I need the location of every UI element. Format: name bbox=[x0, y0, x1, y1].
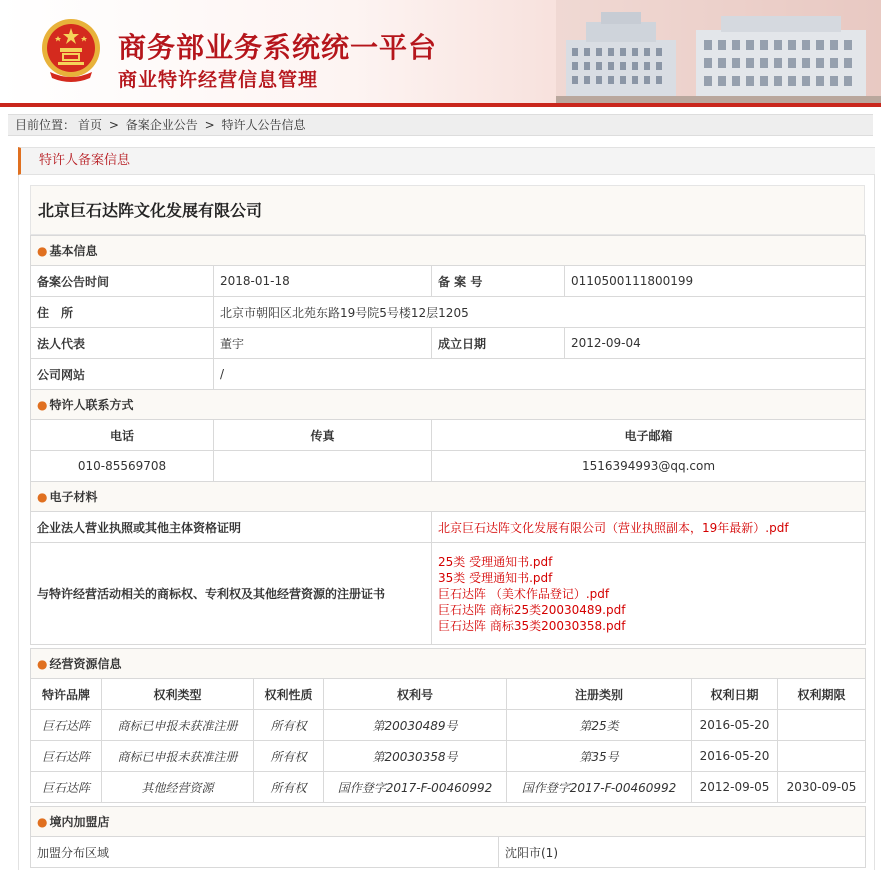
right-term-cell: 2030-09-05 bbox=[778, 772, 866, 803]
bullet-icon: ● bbox=[37, 398, 48, 412]
website-label: 公司网站 bbox=[31, 359, 214, 390]
right-nature-cell: 所有权 bbox=[254, 710, 324, 741]
national-emblem-icon bbox=[40, 16, 102, 82]
address-value: 北京市朝阳区北苑东路19号院5号楼12层1205 bbox=[214, 297, 866, 328]
resources-group bbox=[31, 649, 866, 679]
breadcrumb-prefix: 目前位置： bbox=[15, 118, 76, 132]
cert-files-cell bbox=[432, 543, 866, 645]
brand-cell: 巨石达阵 bbox=[31, 772, 102, 803]
column-header: 权利性质 bbox=[254, 679, 324, 710]
platform-subtitle: 商业特许经营信息管理 bbox=[118, 69, 319, 91]
record-no-label: 备 案 号 bbox=[432, 266, 565, 297]
right-date-cell: 2016-05-20 bbox=[692, 710, 778, 741]
bullet-icon: ● bbox=[37, 657, 48, 671]
publish-time-value: 2018-01-18 bbox=[214, 266, 432, 297]
brand-cell: 巨石达阵 bbox=[31, 710, 102, 741]
right-nature-cell: 所有权 bbox=[254, 772, 324, 803]
cert-file-link[interactable]: 25类 受理通知书.pdf bbox=[438, 554, 553, 569]
column-header: 权利类型 bbox=[102, 679, 254, 710]
legal-rep-label: 法人代表 bbox=[31, 328, 214, 359]
cert-file-link[interactable]: 巨石达阵 （美术作品登记）.pdf bbox=[438, 586, 610, 601]
group-title: 境内加盟店 bbox=[49, 815, 110, 829]
email-header: 电子邮箱 bbox=[432, 420, 866, 451]
column-header: 注册类别 bbox=[507, 679, 692, 710]
group-title: 基本信息 bbox=[49, 244, 98, 258]
column-header: 特许品牌 bbox=[31, 679, 102, 710]
right-term-cell bbox=[778, 741, 866, 772]
founded-value: 2012-09-04 bbox=[565, 328, 866, 359]
cert-file-link[interactable]: 巨石达阵 商标25类20030489.pdf bbox=[438, 602, 626, 617]
right-type-cell: 其他经营资源 bbox=[102, 772, 254, 803]
group-title: 电子材料 bbox=[49, 490, 98, 504]
franchise-group bbox=[31, 807, 866, 837]
breadcrumb bbox=[8, 114, 873, 136]
group-title: 特许人联系方式 bbox=[49, 398, 134, 412]
license-file-cell bbox=[432, 512, 866, 543]
bullet-icon: ● bbox=[37, 490, 48, 504]
reg-class-cell: 第35号 bbox=[507, 741, 692, 772]
legal-rep-value: 董宇 bbox=[214, 328, 432, 359]
region-value: 沈阳市(1) bbox=[499, 837, 866, 868]
brand-cell: 巨石达阵 bbox=[31, 741, 102, 772]
right-term-cell bbox=[778, 710, 866, 741]
platform-title: 商务部业务系统统一平台 bbox=[118, 31, 438, 64]
company-name: 北京巨石达阵文化发展有限公司 bbox=[30, 185, 865, 235]
record-no-value: 0110500111800199 bbox=[565, 266, 866, 297]
franchise-table bbox=[30, 806, 866, 868]
right-date-cell: 2016-05-20 bbox=[692, 741, 778, 772]
contact-group bbox=[31, 390, 866, 420]
right-nature-cell: 所有权 bbox=[254, 741, 324, 772]
materials-group bbox=[31, 482, 866, 512]
government-buildings-image bbox=[556, 0, 881, 103]
column-header: 权利日期 bbox=[692, 679, 778, 710]
resources-table bbox=[30, 648, 866, 803]
breadcrumb-home[interactable]: 首页 bbox=[78, 118, 103, 132]
table-row bbox=[31, 772, 866, 803]
group-title: 经营资源信息 bbox=[49, 657, 122, 671]
right-date-cell: 2012-09-05 bbox=[692, 772, 778, 803]
fax-header: 传真 bbox=[214, 420, 432, 451]
region-label: 加盟分布区域 bbox=[31, 837, 499, 868]
bullet-icon: ● bbox=[37, 244, 48, 258]
cert-file-link[interactable]: 35类 受理通知书.pdf bbox=[438, 570, 553, 585]
phone-value: 010-85569708 bbox=[31, 451, 214, 482]
reg-class-cell: 国作登字2017-F-00460992 bbox=[507, 772, 692, 803]
right-type-cell: 商标已申报未获准注册 bbox=[102, 741, 254, 772]
basic-info-group bbox=[31, 236, 866, 266]
founded-label: 成立日期 bbox=[432, 328, 565, 359]
right-no-cell: 国作登字2017-F-00460992 bbox=[324, 772, 507, 803]
fax-value bbox=[214, 451, 432, 482]
breadcrumb-record-notices[interactable]: 备案企业公告 bbox=[125, 118, 198, 132]
info-table bbox=[30, 235, 866, 645]
license-label: 企业法人营业执照或其他主体资格证明 bbox=[31, 512, 432, 543]
breadcrumb-separator: > bbox=[108, 118, 119, 132]
license-file-link[interactable]: 北京巨石达阵文化发展有限公司（营业执照副本，19年最新）.pdf bbox=[438, 520, 789, 535]
address-label: 住 所 bbox=[31, 297, 214, 328]
publish-time-label: 备案公告时间 bbox=[31, 266, 214, 297]
right-no-cell: 第20030358号 bbox=[324, 741, 507, 772]
table-row bbox=[31, 710, 866, 741]
email-value: 1516394993@qq.com bbox=[432, 451, 866, 482]
breadcrumb-current: 特许人公告信息 bbox=[221, 118, 306, 132]
breadcrumb-separator: > bbox=[204, 118, 215, 132]
section-title: 特许人备案信息 bbox=[18, 147, 875, 175]
right-no-cell: 第20030489号 bbox=[324, 710, 507, 741]
reg-class-cell: 第25类 bbox=[507, 710, 692, 741]
table-row bbox=[31, 741, 866, 772]
website-value: / bbox=[214, 359, 866, 390]
bullet-icon: ● bbox=[37, 815, 48, 829]
cert-file-link[interactable]: 巨石达阵 商标35类20030358.pdf bbox=[438, 618, 626, 633]
column-header: 权利期限 bbox=[778, 679, 866, 710]
column-header: 权利号 bbox=[324, 679, 507, 710]
right-type-cell: 商标已申报未获准注册 bbox=[102, 710, 254, 741]
cert-label: 与特许经营活动相关的商标权、专利权及其他经营资源的注册证书 bbox=[31, 543, 432, 645]
site-header bbox=[0, 0, 881, 107]
phone-header: 电话 bbox=[31, 420, 214, 451]
